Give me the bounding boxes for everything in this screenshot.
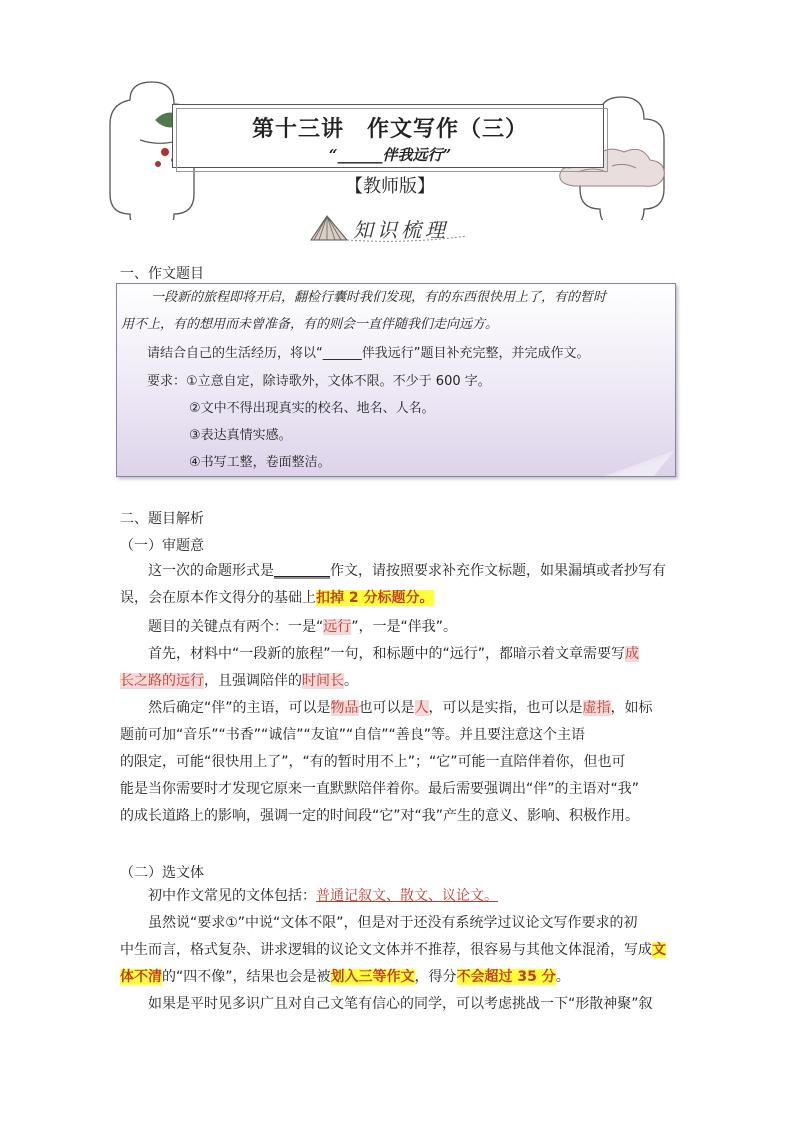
p7-text: 如果是平时见多识广且对自己文笔有信心的同学，可以考虑挑战一下“形散神聚”叙 bbox=[148, 996, 653, 1012]
p1-text-a: 这一次的命题形式是 bbox=[148, 563, 274, 579]
header-banner bbox=[100, 80, 680, 220]
page-subtitle: “______伴我远行” bbox=[328, 146, 452, 164]
p3-keyword-3: 时间长 bbox=[302, 673, 344, 689]
p6-highlight-2: 体不清 bbox=[120, 969, 162, 985]
p3-text-c: 。 bbox=[344, 673, 358, 689]
paragraph-1 bbox=[120, 558, 668, 612]
paragraph-2 bbox=[120, 614, 668, 641]
p3-keyword-1: 成 bbox=[625, 646, 640, 662]
paragraph-7 bbox=[120, 991, 668, 1018]
p6-text-d: ，得分 bbox=[414, 969, 457, 985]
p6-highlight-1: 文 bbox=[652, 942, 666, 958]
p4-text-e: 题前可加“音乐”“书香”“诚信”“友谊”“自信”“善良”等。并且要注意这个主语 bbox=[120, 727, 586, 743]
prompt-line-1: 一段新的旅程即将开启，翻检行囊时我们发现，有的东西很快用上了，有的暂时 bbox=[151, 290, 607, 305]
p2-text-a: 题目的关键点有两个：一是“ bbox=[148, 619, 324, 635]
p1-blank: ________ bbox=[274, 563, 330, 579]
section-heading-2: 二、题目解析 bbox=[120, 511, 204, 527]
prompt-box bbox=[116, 283, 676, 477]
page-title: 第十三讲 作文写作（三） bbox=[251, 116, 528, 142]
p5-genres: 普通记叙文、散文、议论文。 bbox=[316, 888, 498, 904]
p6-text-e: 。 bbox=[555, 969, 570, 985]
p4-text-f: 的限定，可能“很快用上了”，“有的暂时用不上”；“它”可能一直陪伴着你，但也可 bbox=[120, 754, 626, 770]
p3-keyword-2: 长之路的远行 bbox=[120, 673, 204, 689]
requirement-2: ②文中不得出现真实的校名、地名、人名。 bbox=[189, 401, 435, 416]
prompt-instruction: 请结合自己的生活经历，将以“______伴我远行”题目补充完整，并完成作文。 bbox=[147, 346, 590, 361]
edition-label: 【教师版】 bbox=[345, 176, 435, 197]
p4-text-c: ，可以是实指，也可以是 bbox=[428, 700, 583, 716]
paragraph-5 bbox=[120, 883, 668, 910]
p4-text-a: 然后确定“伴”的主语，可以是 bbox=[148, 700, 331, 716]
prompt-line-2: 用不上，有的想用而未曾准备，有的则会一直伴随我们走向远方。 bbox=[121, 317, 499, 332]
p6-highlight-3: 划入三等作文 bbox=[330, 969, 415, 985]
badge-label: 知识梳理 bbox=[353, 218, 449, 242]
subheading-2: （二）选文体 bbox=[120, 865, 204, 881]
p4-keyword-3: 虚指 bbox=[582, 700, 611, 716]
requirement-3: ③表达真情实感。 bbox=[189, 428, 292, 443]
page-curl bbox=[605, 450, 675, 476]
requirement-4: ④书写工整，卷面整洁。 bbox=[189, 455, 331, 470]
paragraph-3 bbox=[120, 641, 668, 695]
p4-text-h: 的成长道路上的影响，强调一定的时间段“它”对“我”产生的意义、影响、积极作用。 bbox=[120, 808, 640, 824]
p2-text-b: ”，一是“伴我”。 bbox=[351, 619, 458, 635]
paragraph-6 bbox=[120, 910, 668, 991]
p1-text-c: 误，会在原本作文得分的基础上 bbox=[120, 590, 316, 606]
requirements-label: 要求： bbox=[147, 374, 187, 389]
p4-keyword-2: 人 bbox=[414, 700, 429, 716]
p4-text-b: 也可以是 bbox=[358, 700, 415, 716]
p1-text-b: 作文，请按照要求补充作文标题，如果漏填或者抄写有 bbox=[330, 563, 666, 579]
section-badge bbox=[305, 212, 475, 244]
p3-text-a: 首先，材料中“一段新的旅程”一句，和标题中的“远行”，都暗示着文章需要写 bbox=[148, 646, 626, 662]
p4-text-d: ，如标 bbox=[610, 700, 653, 716]
p6-text-c: 的“四不像”，结果也会是被 bbox=[162, 969, 331, 985]
p2-keyword: 远行 bbox=[323, 619, 352, 635]
p1-highlight: 扣掉 2 分标题分。 bbox=[316, 590, 434, 606]
p6-text-a: 虽然说“要求①”中说“文体不限”，但是对于还没有系统学过议论文写作要求的初 bbox=[148, 915, 638, 931]
requirement-1: ①立意自定，除诗歌外，文体不限。不少于 600 字。 bbox=[186, 374, 491, 389]
requirements-line-1 bbox=[147, 368, 491, 395]
p6-highlight-4: 不会超过 35 分 bbox=[456, 969, 556, 985]
subheading-1: （一）审题意 bbox=[120, 538, 204, 554]
section-heading-1: 一、作文题目 bbox=[120, 266, 204, 282]
paragraph-4 bbox=[120, 695, 668, 830]
p6-text-b: 中生而言，格式复杂、讲求逻辑的议论文文体并不推荐，很容易与其他文体混淆，写成 bbox=[120, 942, 652, 958]
p3-text-b: ，且强调陪伴的 bbox=[204, 673, 302, 689]
p4-keyword-1: 物品 bbox=[330, 700, 359, 716]
p4-text-g: 能是当你需要时才发现它原来一直默默陪伴着你。最后需要强调出“伴”的主语对“我” bbox=[120, 781, 640, 797]
p5-text-a: 初中作文常见的文体包括： bbox=[148, 888, 316, 904]
